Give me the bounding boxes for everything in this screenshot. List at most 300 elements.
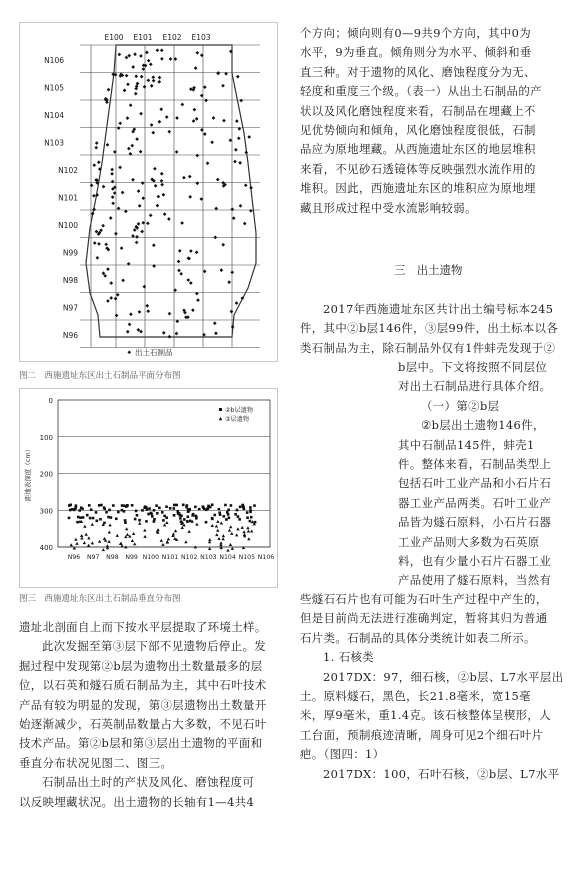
artifact-point xyxy=(146,309,150,313)
layer-3-point xyxy=(247,537,250,540)
layer-2b-point xyxy=(189,520,192,523)
layer-2b-point xyxy=(223,515,226,518)
layer-2b-point xyxy=(209,506,212,509)
artifact-point xyxy=(237,136,241,140)
text-line: 石片类。石制品的具体分类统计如表二所示。 xyxy=(300,630,536,645)
layer-2b-point xyxy=(234,513,237,516)
column-label: E101 xyxy=(133,33,153,42)
layer-2b-point xyxy=(147,513,150,516)
layer-3-point xyxy=(250,529,253,532)
text-line: 位，以石英和燧石质石制品为主，其中石叶技术 xyxy=(19,678,267,693)
layer-2b-point xyxy=(145,520,148,523)
artifact-point xyxy=(214,331,218,335)
artifact-point xyxy=(192,119,196,123)
layer-2b-point xyxy=(117,511,120,514)
artifact-point xyxy=(229,138,233,142)
artifact-point xyxy=(168,312,172,316)
text-line: 对出土石制品进行具体介绍。 xyxy=(398,379,552,394)
artifact-point xyxy=(160,49,164,53)
figure-2-plan-map xyxy=(19,22,278,362)
row-label: N105 xyxy=(44,83,64,93)
artifact-point xyxy=(127,147,131,151)
legend-label: 出土石制品 xyxy=(135,348,173,357)
artifact-point xyxy=(118,166,122,170)
x-tick-label: N106 xyxy=(257,554,275,561)
row-label: N106 xyxy=(44,56,64,65)
y-tick-label: 200 xyxy=(39,470,53,479)
layer-2b-point xyxy=(145,506,148,509)
artifact-point xyxy=(150,123,154,127)
y-tick-label: 400 xyxy=(39,544,53,552)
artifact-point xyxy=(114,232,118,236)
artifact-point xyxy=(126,116,130,120)
x-tick-label: N102 xyxy=(180,554,198,561)
layer-3-point xyxy=(165,521,168,524)
text-line: 遗址北剖面自上而下按水平层提取了环境土样。 xyxy=(19,620,267,634)
artifact-point xyxy=(203,85,207,89)
artifact-point xyxy=(178,249,182,253)
layer-3-point xyxy=(70,543,73,546)
layer-2b-point xyxy=(194,506,197,509)
artifact-point xyxy=(137,222,141,226)
artifact-point xyxy=(162,193,166,197)
text-line: 疤。（图四：1） xyxy=(300,747,385,762)
artifact-point xyxy=(152,243,156,247)
artifact-point xyxy=(235,301,239,305)
layer-3-point xyxy=(161,543,164,546)
layer-2b-point xyxy=(246,511,249,514)
layer-3-point xyxy=(91,523,94,526)
layer-3-point xyxy=(217,537,220,540)
layer-3-point xyxy=(236,527,239,530)
artifact-point xyxy=(111,201,115,205)
artifact-point xyxy=(157,80,161,84)
artifact-point xyxy=(210,140,214,144)
layer-2b-point xyxy=(239,506,242,509)
text-line: 堆积。因此，西施遗址东区的堆积应为原地埋 xyxy=(300,181,536,196)
text-line: 些燧石石片也有可能为石叶生产过程中产生的， xyxy=(300,592,548,606)
text-line: 2017DX：97，细石核，②b层、L7水平层出 xyxy=(323,669,564,684)
layer-3-point xyxy=(208,547,211,550)
layer-3-point xyxy=(107,540,110,543)
layer-2b-point xyxy=(69,504,72,507)
layer-2b-point xyxy=(173,504,176,507)
artifact-point xyxy=(180,221,184,225)
artifact-point xyxy=(203,132,207,136)
layer-2b-point xyxy=(95,511,98,514)
artifact-point xyxy=(188,175,192,179)
artifact-point xyxy=(128,323,132,327)
artifact-point xyxy=(145,304,149,308)
layer-2b-point xyxy=(169,507,172,510)
layer-3-point xyxy=(229,525,232,528)
artifact-point xyxy=(193,108,197,112)
artifact-point xyxy=(147,78,151,82)
artifact-point xyxy=(106,143,110,147)
artifact-point xyxy=(236,75,240,79)
artifact-point xyxy=(160,183,164,187)
artifact-point xyxy=(149,62,153,66)
layer-3-point xyxy=(80,534,83,537)
artifact-point xyxy=(97,242,101,246)
layer-2b-point xyxy=(250,516,253,519)
artifact-point xyxy=(138,310,142,314)
layer-3-point xyxy=(242,546,245,549)
artifact-point xyxy=(130,144,134,148)
layer-2b-point xyxy=(88,504,91,507)
column-label: E100 xyxy=(104,33,124,42)
text-line: 土。原料燧石，黑色，长21.8毫米，宽15毫 xyxy=(300,689,531,704)
layer-2b-point xyxy=(76,521,79,524)
x-tick-label: N96 xyxy=(67,554,81,561)
text-line: 技术产品。第②b层和第③层出土遗物的平面和 xyxy=(19,736,263,751)
text-line: 品应为原地埋藏。从西施遗址东区的地层堆积 xyxy=(300,142,536,157)
text-line: ②b层出土遗物146件， xyxy=(421,418,545,433)
layer-2b-point xyxy=(80,506,83,509)
layer-2b-point xyxy=(237,515,240,518)
artifact-point xyxy=(96,256,100,260)
artifact-point xyxy=(158,76,162,80)
layer-2b-point xyxy=(156,512,159,515)
artifact-point xyxy=(111,180,115,184)
layer-3-point xyxy=(230,532,233,535)
artifact-point xyxy=(135,241,139,245)
layer-2b-point xyxy=(135,510,138,513)
layer-2b-point xyxy=(115,517,118,520)
artifact-point xyxy=(110,172,114,176)
artifact-point xyxy=(195,117,199,121)
text-line: 件，其中②b层146件，③层99件，出土标本以各 xyxy=(300,321,559,336)
layer-2b-point xyxy=(136,514,139,517)
artifact-point xyxy=(156,48,160,52)
artifact-point xyxy=(140,230,144,234)
text-line: 垂直分布状况见图二、图三。 xyxy=(19,755,173,770)
row-label: N97 xyxy=(62,303,78,313)
artifact-point xyxy=(95,230,99,234)
layer-2b-point xyxy=(131,504,134,507)
text-line: 品皆为燧石原料，小石片石器 xyxy=(398,515,552,530)
layer-3-point xyxy=(143,535,146,538)
figure-3-caption: 图三 西施遗址东区出土石制品垂直分布图 xyxy=(19,594,181,604)
artifact-point xyxy=(195,181,199,185)
artifact-point xyxy=(177,260,181,264)
y-axis-label: 距地表深度（cm） xyxy=(24,445,32,502)
artifact-point xyxy=(138,204,142,208)
figure-3-vertical-chart xyxy=(19,388,278,588)
layer-3-point xyxy=(216,520,219,523)
layer-2b-point xyxy=(173,507,176,510)
layer-3-point xyxy=(160,539,163,542)
text-line: 工台面，预制痕迹清晰，周身可见2个细石叶片 xyxy=(300,727,544,742)
layer-2b-point xyxy=(173,514,176,517)
artifact-point xyxy=(189,249,193,253)
layer-3-point xyxy=(228,529,231,532)
layer-3-point xyxy=(87,544,90,547)
x-tick-label: N100 xyxy=(142,554,160,561)
layer-2b-point xyxy=(163,515,166,518)
text-line: 状以及风化磨蚀程度来看，石制品在埋藏上不 xyxy=(300,103,536,118)
layer-3-point xyxy=(226,549,229,552)
artifact-point xyxy=(232,216,236,220)
layer-2b-point xyxy=(150,512,153,515)
layer-2b-point xyxy=(100,504,103,507)
artifact-point xyxy=(230,207,234,211)
layer-2b-point xyxy=(249,520,252,523)
artifact-point xyxy=(145,51,149,55)
layer-2b-point xyxy=(78,509,81,512)
artifact-point xyxy=(90,183,94,187)
text-line: 但是目前尚无法进行准确判定，暂将其归为普通 xyxy=(300,611,548,626)
text-line: 器工业产品两类。石叶工业产 xyxy=(398,495,552,510)
legend-marker-square xyxy=(219,408,222,411)
artifact-point xyxy=(167,130,171,134)
artifact-point xyxy=(195,51,199,55)
layer-3-point xyxy=(219,541,222,544)
artifact-point xyxy=(149,213,153,217)
layer-3-point xyxy=(108,530,111,533)
layer-2b-point xyxy=(219,513,222,516)
artifact-point xyxy=(160,57,164,61)
artifact-point xyxy=(206,161,210,165)
artifact-point xyxy=(123,89,127,93)
artifact-point xyxy=(129,103,133,107)
artifact-point xyxy=(153,167,157,171)
text-line: 工业产品则大多数为石英原 xyxy=(398,534,540,549)
layer-2b-point xyxy=(77,516,80,519)
artifact-point xyxy=(247,135,251,139)
layer-2b-point xyxy=(211,503,214,506)
layer-3-point xyxy=(229,543,232,546)
layer-3-point xyxy=(74,538,77,541)
layer-3-point xyxy=(211,524,214,527)
layer-2b-point xyxy=(162,519,165,522)
layer-3-point xyxy=(242,530,245,533)
layer-2b-point xyxy=(243,508,246,511)
artifact-point xyxy=(118,53,122,57)
layer-2b-point xyxy=(182,504,185,507)
artifact-point xyxy=(125,74,129,78)
layer-3-point xyxy=(181,526,184,529)
layer-2b-point xyxy=(121,504,124,507)
layer-3-point xyxy=(215,524,218,527)
site-outline xyxy=(86,45,256,337)
artifact-point xyxy=(120,246,124,250)
layer-2b-point xyxy=(125,505,128,508)
artifact-point xyxy=(227,280,231,284)
artifact-point xyxy=(147,59,151,63)
row-label: N96 xyxy=(62,331,78,340)
artifact-point xyxy=(141,181,145,185)
text-line: 料，也有少量小石片石器工业 xyxy=(398,554,552,569)
layer-3-point xyxy=(108,523,111,526)
artifact-point xyxy=(180,103,184,107)
artifact-point xyxy=(137,189,141,193)
artifact-point xyxy=(230,310,234,314)
layer-3-point xyxy=(125,527,128,530)
layer-2b-point xyxy=(194,515,197,518)
artifact-point xyxy=(92,163,96,167)
artifact-point xyxy=(134,74,138,78)
artifact-point xyxy=(182,176,186,180)
text-line: 产品使用了燧石原料，当然有 xyxy=(398,573,552,588)
layer-2b-point xyxy=(177,512,180,515)
layer-3-point xyxy=(220,521,223,524)
artifact-point xyxy=(160,179,164,183)
layer-2b-point xyxy=(179,517,182,520)
layer-3-point xyxy=(83,541,86,544)
artifact-point xyxy=(95,141,99,145)
artifact-point xyxy=(127,54,131,58)
layer-2b-point xyxy=(175,504,178,507)
artifact-point xyxy=(239,99,243,103)
row-label: N99 xyxy=(62,248,78,258)
layer-3-point xyxy=(247,530,250,533)
artifact-point xyxy=(160,172,164,176)
row-label: N103 xyxy=(44,138,64,148)
artifact-point xyxy=(94,146,98,150)
x-tick-label: N104 xyxy=(219,554,236,561)
artifact-point xyxy=(243,222,247,226)
layer-3-point xyxy=(166,540,169,543)
artifact-point xyxy=(117,207,121,211)
artifact-point xyxy=(233,160,237,164)
artifact-point xyxy=(125,56,129,60)
text-line: 个方向；倾向则有0—9共9个方向，其中0为 xyxy=(300,26,532,40)
artifact-point xyxy=(93,241,97,245)
artifact-point xyxy=(188,195,192,199)
text-line: 轻度和重度三个级。（表一）从出土石制品的产 xyxy=(300,84,542,99)
x-tick-label: N98 xyxy=(106,554,119,561)
artifact-point xyxy=(179,272,183,276)
layer-2b-point xyxy=(110,516,113,519)
legend-marker-triangle xyxy=(219,417,223,420)
layer-3-point xyxy=(187,530,190,533)
artifact-point xyxy=(139,150,143,154)
layer-2b-point xyxy=(195,517,198,520)
y-tick-label: 0 xyxy=(48,397,53,405)
legend-label: ③层遗物 xyxy=(225,416,250,423)
layer-3-point xyxy=(75,542,78,545)
layer-2b-point xyxy=(253,504,256,507)
artifact-point xyxy=(244,183,248,187)
layer-3-point xyxy=(167,537,170,540)
layer-2b-point xyxy=(121,509,124,512)
artifact-point xyxy=(109,216,113,220)
text-line: 此次发掘至第③层下部不见遗物后停止。发 xyxy=(42,639,267,654)
layer-2b-point xyxy=(112,504,115,507)
layer-2b-point xyxy=(226,511,229,514)
layer-2b-point xyxy=(90,508,93,511)
layer-2b-point xyxy=(86,514,89,517)
layer-2b-point xyxy=(211,518,214,521)
layer-3-point xyxy=(241,526,244,529)
text-line: 2017DX：100，石叶石核，②b层、L7水平 xyxy=(323,766,560,781)
artifact-point xyxy=(189,281,193,285)
artifact-point xyxy=(133,228,137,232)
text-line: 类石制品为主，除石制品外仅有1件蚌壳发现于② xyxy=(300,340,556,355)
artifact-point xyxy=(142,67,146,71)
layer-2b-point xyxy=(191,514,194,517)
layer-3-point xyxy=(132,532,135,535)
layer-3-point xyxy=(138,522,141,525)
artifact-point xyxy=(151,75,155,79)
artifact-point xyxy=(186,278,190,282)
layer-3-point xyxy=(84,533,87,536)
layer-3-point xyxy=(131,539,134,542)
artifact-point xyxy=(117,126,121,130)
artifact-point xyxy=(157,195,161,199)
artifact-point xyxy=(101,224,105,228)
row-label: N101 xyxy=(58,193,78,203)
layer-2b-point xyxy=(108,509,111,512)
layer-3-point xyxy=(83,525,86,528)
layer-2b-point xyxy=(89,517,92,520)
layer-2b-point xyxy=(151,515,154,518)
artifact-point xyxy=(97,160,101,164)
layer-2b-point xyxy=(218,508,221,511)
artifact-point xyxy=(126,330,130,334)
layer-3-point xyxy=(246,526,249,529)
artifact-point xyxy=(116,293,120,297)
artifact-point xyxy=(141,221,145,225)
layer-3-point xyxy=(87,536,90,539)
artifact-point xyxy=(220,268,224,272)
layer-2b-point xyxy=(138,519,141,522)
artifact-point xyxy=(213,321,217,325)
layer-2b-point xyxy=(205,521,208,524)
vertical-distribution-chart xyxy=(20,389,277,587)
layer-3-point xyxy=(102,548,105,551)
artifact-point xyxy=(177,269,181,273)
artifact-point xyxy=(175,150,179,154)
artifact-point xyxy=(104,242,108,246)
artifact-point xyxy=(152,79,156,83)
layer-2b-point xyxy=(158,507,161,510)
artifact-point xyxy=(126,82,130,86)
plan-distribution-map xyxy=(20,23,277,361)
artifact-point xyxy=(175,332,179,336)
artifact-point xyxy=(129,312,133,316)
text-line: 1. 石核类 xyxy=(323,650,375,665)
layer-3-point xyxy=(251,520,254,523)
column-label: E103 xyxy=(191,33,211,42)
artifact-point xyxy=(195,250,199,254)
layer-2b-point xyxy=(155,504,158,507)
artifact-point xyxy=(249,209,253,213)
layer-2b-point xyxy=(82,516,85,519)
text-line: 来看，不见砂石透镜体等反映强烈水流作用的 xyxy=(300,161,536,176)
layer-2b-point xyxy=(153,509,156,512)
artifact-point xyxy=(118,121,122,125)
artifact-point xyxy=(91,212,95,216)
artifact-point xyxy=(175,116,179,120)
artifact-point xyxy=(167,217,171,221)
layer-3-point xyxy=(91,541,94,544)
layer-3-point xyxy=(208,538,211,541)
x-tick-label: N105 xyxy=(238,554,256,561)
layer-2b-point xyxy=(183,518,186,521)
layer-3-point xyxy=(216,529,219,532)
layer-3-point xyxy=(133,542,136,545)
artifact-point xyxy=(221,243,225,247)
layer-2b-point xyxy=(68,517,71,520)
artifact-point xyxy=(106,267,110,271)
y-tick-label: 100 xyxy=(39,433,53,442)
layer-3-point xyxy=(235,533,238,536)
text-line: 包括石叶工业产品和小石片石 xyxy=(398,476,552,491)
artifact-point xyxy=(154,184,158,188)
text-line: 其中石制品145件，蚌壳1 xyxy=(398,437,535,452)
